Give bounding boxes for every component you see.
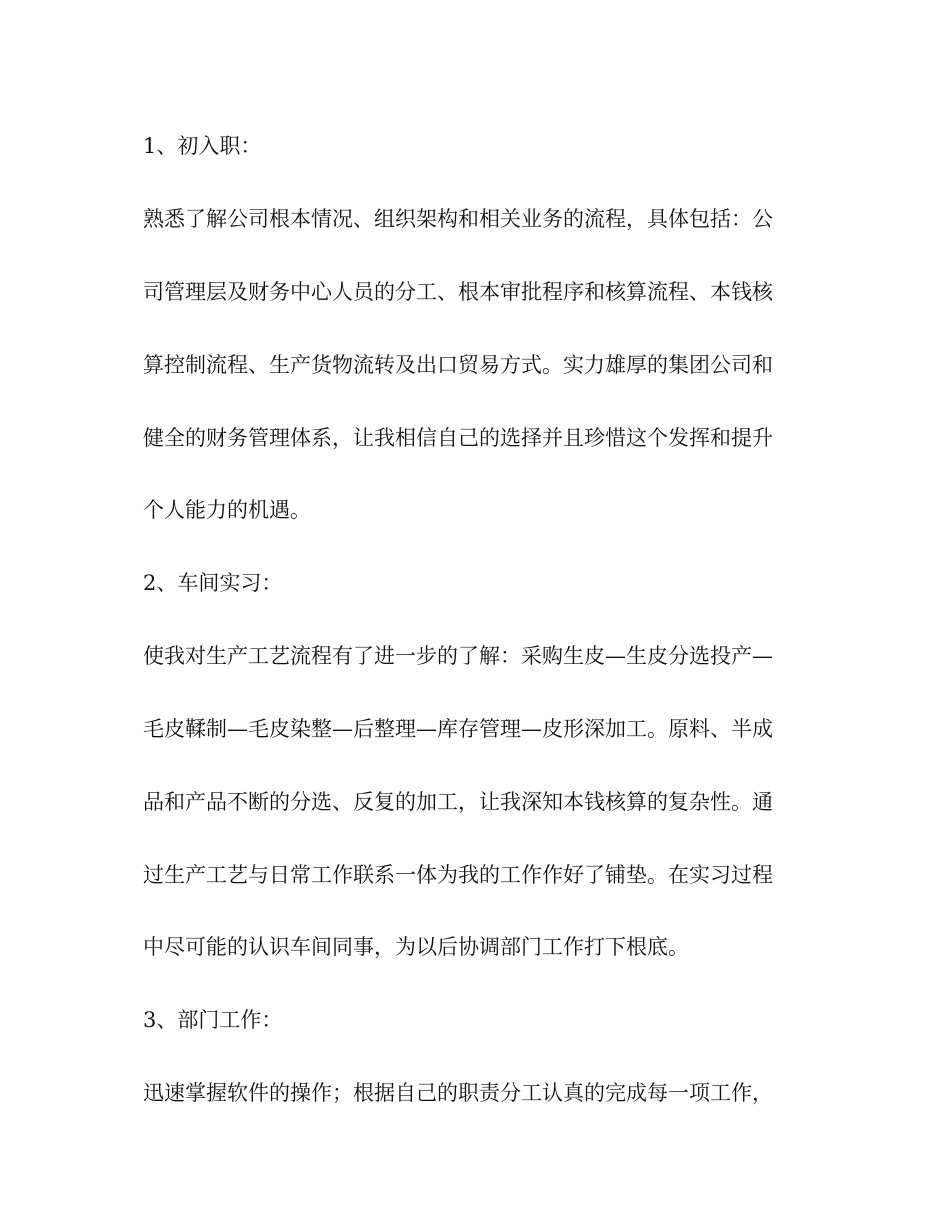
paragraph-line: 使我对生产工艺流程有了进一步的了解：采购生皮—生皮分选投产— — [143, 644, 773, 668]
section-2-heading: 2、车间实习： — [143, 571, 283, 595]
paragraph-line: 品和产品不断的分选、反复的加工，让我深知本钱核算的复杂性。通 — [143, 790, 773, 814]
paragraph-line: 迅速掌握软件的操作；根据自己的职责分工认真的完成每一项工作， — [143, 1081, 773, 1105]
paragraph-line: 健全的财务管理体系，让我相信自己的选择并且珍惜这个发挥和提升 — [143, 426, 773, 450]
section-1-heading: 1、初入职： — [143, 134, 262, 158]
paragraph-line: 算控制流程、生产货物流转及出口贸易方式。实力雄厚的集团公司和 — [143, 353, 773, 377]
paragraph-line: 中尽可能的认识车间同事，为以后协调部门工作打下根底。 — [143, 935, 689, 959]
paragraph-line: 过生产工艺与日常工作联系一体为我的工作作好了铺垫。在实习过程 — [143, 863, 773, 887]
paragraph-line: 个人能力的机遇。 — [143, 498, 311, 522]
paragraph-line: 司管理层及财务中心人员的分工、根本审批程序和核算流程、本钱核 — [143, 280, 773, 304]
section-3-heading: 3、部门工作： — [143, 1008, 283, 1032]
paragraph-line: 毛皮鞣制—毛皮染整—后整理—库存管理—皮形深加工。原料、半成 — [143, 717, 773, 741]
paragraph-line: 熟悉了解公司根本情况、组织架构和相关业务的流程，具体包括：公 — [143, 207, 773, 231]
